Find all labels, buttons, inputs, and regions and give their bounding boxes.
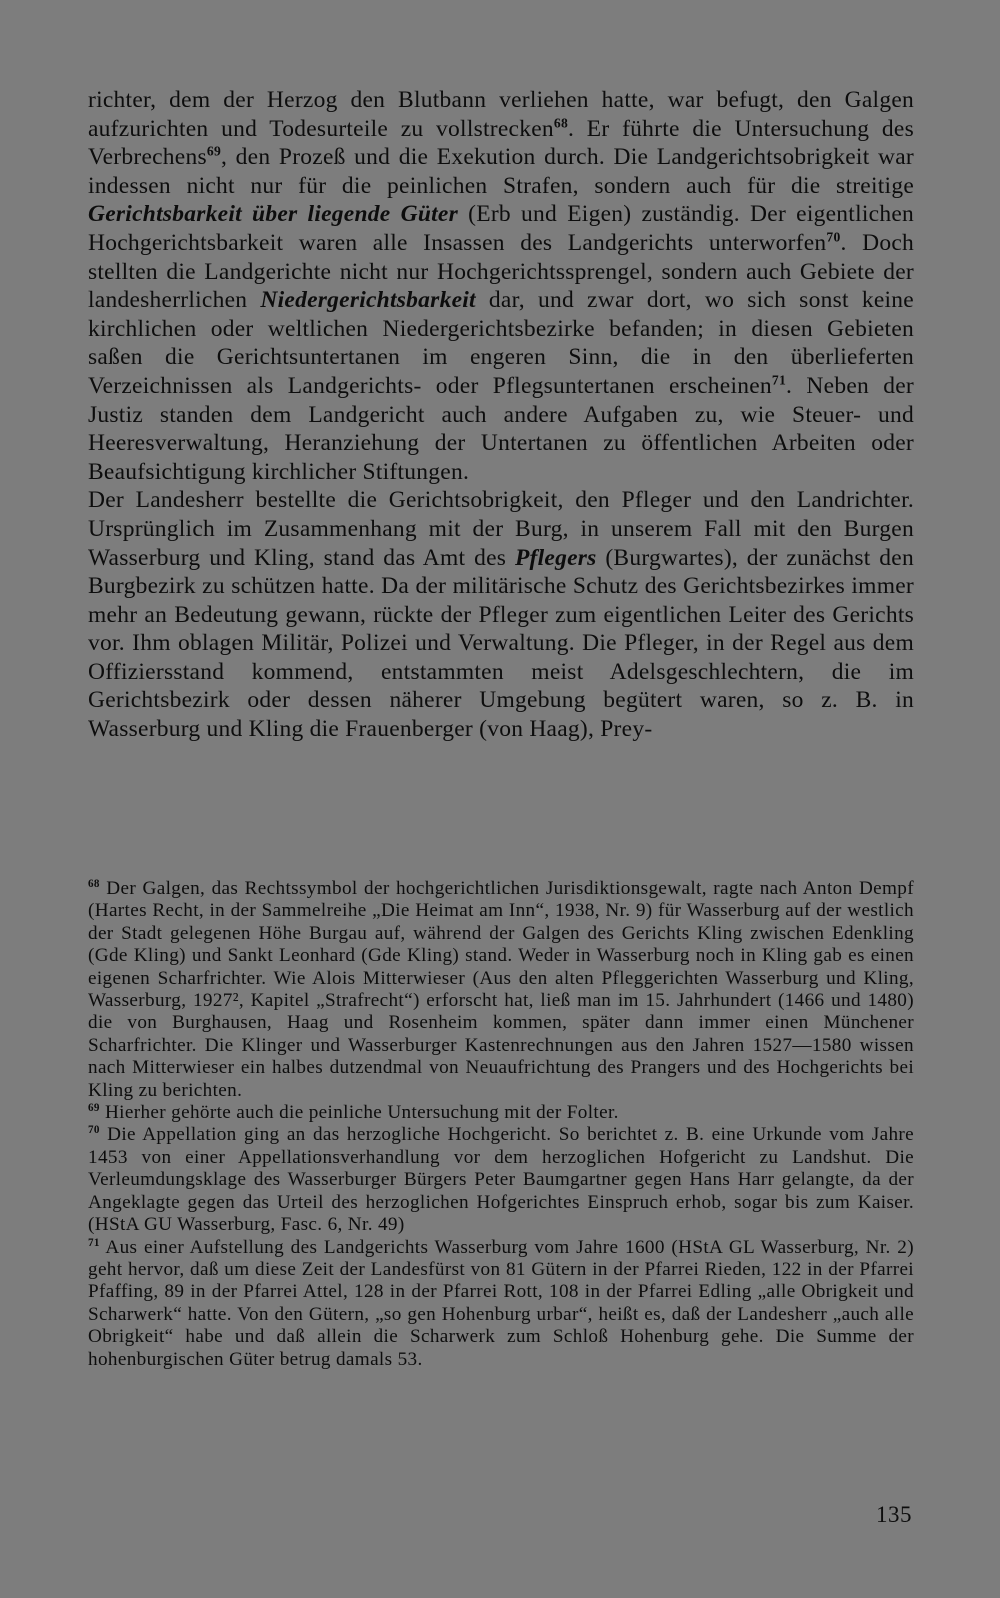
footnotes	[88, 878, 914, 1371]
footnote-number: 69	[88, 1102, 100, 1115]
text-run: . Er führte die Untersuchung des Verbrechens	[88, 115, 914, 171]
footnote-69	[88, 1102, 914, 1124]
footnote-70	[88, 1124, 914, 1236]
text-run: , den Prozeß und die Exekution durch. Die Landgerichtsobrigkeit war indessen nicht nur für die peinlichen Strafen, sondern auch für die streitige	[88, 144, 914, 199]
footnote-ref-71[interactable]: 71	[771, 372, 787, 388]
page-number: 135	[876, 1502, 912, 1527]
text-run: (Burgwartes), der zunächst den Burgbezirk zu schützen hatte. Da der militärische Schutz des Gerichtsbezirkes immer mehr an Bedeutung gewann, rückte der Pfleger zum eigentlichen Leiter des Gerichts vor. Ihm oblagen Militär, Polizei und Verwaltung. Die Pfleger, in der Regel aus dem Offiziersstand kommend, entstammten meist Adelsgeschlechtern, die im Gerichtsbezirk oder dessen näherer Umgebung begütert waren, so z. B. in Wasserburg und Kling die Frauenberger (von Haag), Prey-	[88, 544, 914, 743]
footnote-ref-70[interactable]: 70	[826, 229, 841, 245]
text-run: richter, dem der Herzog den Blutbann verliehen hatte, war befugt, den Galgen aufzurichten und Todesurteile zu vollstrecken	[88, 87, 914, 142]
footnote-ref-68[interactable]: 68	[553, 115, 569, 131]
paragraph-2	[88, 486, 914, 743]
footnote-68	[88, 878, 914, 1102]
footnote-number: 70	[88, 1124, 100, 1137]
paragraph-1	[88, 86, 914, 486]
footnote-number: 71	[88, 1236, 100, 1249]
text-run: . Neben der Justiz standen dem Landgericht auch andere Aufgaben zu, wie Steuer- und Heeresverwaltung, Heranziehung der Untertanen zu öffentlichen Arbeiten oder Beaufsichtigung kirchlicher Stiftungen.	[88, 372, 914, 485]
emphasis-pflegers: Pflegers	[514, 544, 597, 571]
footnote-number: 68	[88, 878, 100, 891]
emphasis-gerichtsbarkeit: Gerichtsbarkeit über liegende Güter	[88, 201, 459, 228]
text-run: dar, und zwar dort, wo sich sonst keine kirchlichen oder weltlichen Niedergerichtsbezirke befanden; in diesen Gebieten saßen die Gerichtsuntertanen im engeren Sinn, die in den überlieferten Verzeichnissen als Landgerichts- oder Pflegsuntertanen erscheinen	[88, 287, 914, 399]
footnote-text: Der Galgen, das Rechtssymbol der hochgerichtlichen Jurisdiktionsgewalt, ragte nach Anton Dempf (Hartes Recht, in der Sammelreihe „Die Heimat am Inn“, 1938, Nr. 9) für Wasserburg auf der westlich der Stadt gelegenen Höhe Burgau auf, während der Galgen des Gerichts Kling zwischen Edenkling (Gde Kling) und Sankt Leonhard (Gde Kling) stand. Weder in Wasserburg noch in Kling gab es einen eigenen Scharfrichter. Wie Alois Mitterwieser (Aus den alten Pfleggerichten Wasserburg und Kling, Wasserburg, 1927², Kapitel „Strafrecht“) erforscht hat, ließ man im 15. Jahrhundert (1466 und 1480) die von Burghausen, Haag und Rosenheim kommen, später dann immer einen Münchener Scharfrichter. Die Klinger und Wasserburger Kastenrechnungen aus den Jahren 1527—1580 wissen nach Mitterwieser ein halbes dutzendmal von Neuaufrichtung des Prangers und des Hochgerichts bei Kling zu berichten.	[88, 878, 914, 1101]
footnote-71	[88, 1237, 914, 1371]
footnote-text: Aus einer Aufstellung des Landgerichts Wasserburg vom Jahre 1600 (HStA GL Wasserburg, Nr. 2) geht hervor, daß um diese Zeit der Landesfürst von 81 Gütern in der Pfarrei Rieden, 122 in der Pfarrei Pfaffing, 89 in der Pfarrei Attel, 128 in der Pfarrei Rott, 108 in der Pfarrei Edling „alle Obrigkeit und Scharwerk“ hatte. Von den Gütern, „so gen Hohenburg urbar“, heißt es, daß der Landesherr „auch alle Obrigkeit“ habe und daß allein die Scharwerk zum Schloß Hohenburg gehe. Die Summe der hohenburgischen Güter betrug damals 53.	[88, 1236, 914, 1370]
text-run: Der Landesherr bestellte die Gerichtsobrigkeit, den Pfleger und den Landrichter. Ursprünglich im Zusammenhang mit der Burg, in unserem Fall mit den Burgen Wasserburg und Kling, stand das Amt des	[88, 487, 914, 571]
text-run: . Doch stellten die Landgerichte nicht nur Hochgerichtssprengel, sondern auch Gebiete der landesherrlichen	[88, 229, 915, 314]
footnote-text: Die Appellation ging an das herzogliche Hochgericht. So berichtet z. B. eine Urkunde vom Jahre 1453 von einer Appellationsverhandlung vor dem herzoglichen Hofgericht zu Landshut. Die Verleumdungsklage des Wasserburger Bürgers Peter Baumgartner gegen Hans Harr gelangte, da der Angeklagte gegen das Urteil des herzoglichen Hofgerichtes Einspruch erhob, sogar bis zum Kaiser. (HStA GU Wasserburg, Fasc. 6, Nr. 49)	[88, 1124, 914, 1236]
footnote-ref-69[interactable]: 69	[206, 143, 222, 159]
footnote-text: Hierher gehörte auch die peinliche Untersuchung mit der Folter.	[99, 1102, 619, 1124]
main-text	[88, 86, 914, 744]
emphasis-niedergerichtsbarkeit: Niedergerichtsbarkeit	[260, 287, 476, 314]
text-run: (Erb und Eigen) zuständig. Der eigentlichen Hochgerichtsbarkeit waren alle Insassen des Landgerichts unterworfen	[88, 201, 914, 256]
